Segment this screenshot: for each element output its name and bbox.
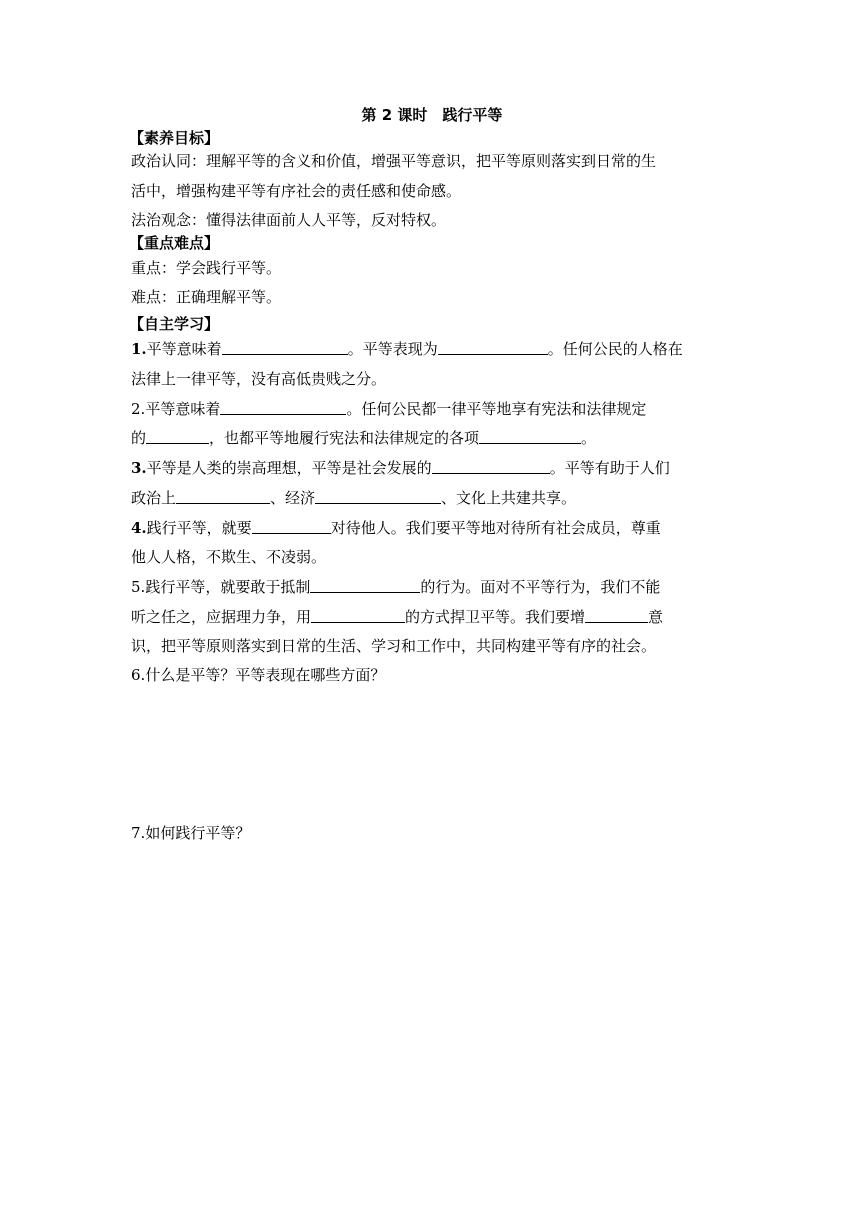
question-5-line-1 — [131, 577, 733, 597]
goal-political-line-1: 政治认同：理解平等的含义和价值，增强平等意识，把平等原则落实到日常的生 — [131, 152, 657, 170]
question-number: 5. — [131, 578, 146, 596]
question-text: 的 — [131, 429, 147, 447]
question-text: 对待他人。我们要平等地对待所有社会成员，尊重 — [330, 519, 661, 537]
question-text: 如何践行平等？ — [145, 824, 251, 842]
question-number: 1. — [131, 340, 147, 358]
question-4-line-1 — [131, 518, 733, 538]
answer-area-7[interactable] — [131, 848, 733, 1048]
fill-blank[interactable] — [146, 428, 209, 444]
question-2-line-1 — [131, 399, 733, 419]
question-number: 4. — [131, 519, 147, 537]
fill-blank[interactable] — [252, 518, 331, 534]
fill-blank[interactable] — [479, 428, 581, 444]
question-3-line-2 — [131, 488, 733, 508]
question-text: 。 — [581, 429, 597, 447]
question-1-line-1 — [131, 339, 733, 359]
question-text: 的行为。面对不平等行为，我们不能 — [420, 578, 661, 596]
question-text: 的方式捍卫平等。我们要增 — [405, 608, 586, 626]
question-text: 践行平等，就要 — [146, 519, 252, 537]
question-text: 。任何公民都一律平等地享有宪法和法律规定 — [346, 400, 647, 418]
question-text: ，也都平等地履行宪法和法律规定的各项 — [209, 429, 480, 447]
fill-blank[interactable] — [310, 577, 420, 593]
question-number: 6. — [131, 666, 146, 684]
question-1-line-2: 法律上一律平等，没有高低贵贱之分。 — [131, 370, 387, 388]
fill-blank[interactable] — [220, 399, 346, 415]
question-text: 平等意味着 — [146, 340, 222, 358]
section-heading-goals: 【素养目标】 — [129, 129, 220, 147]
question-4-line-2: 他人人格，不欺生、不凌弱。 — [131, 548, 327, 566]
question-7 — [131, 823, 733, 843]
question-number: 2. — [131, 400, 146, 418]
question-text: 意 — [648, 608, 664, 626]
fill-blank[interactable] — [585, 607, 648, 623]
fill-blank[interactable] — [315, 488, 441, 504]
fill-blank[interactable] — [222, 339, 348, 355]
question-5-line-2 — [131, 607, 733, 627]
question-text: 践行平等，就要敢于抵制 — [145, 578, 311, 596]
question-number: 3. — [131, 459, 147, 477]
fill-blank[interactable] — [438, 339, 548, 355]
section-heading-study: 【自主学习】 — [129, 315, 220, 333]
question-text: 什么是平等？平等表现在哪些方面？ — [145, 666, 386, 684]
key-difficulty: 难点：正确理解平等。 — [131, 288, 282, 306]
question-6 — [131, 665, 733, 685]
question-2-line-2 — [131, 428, 733, 448]
question-text: 。任何公民的人格在 — [547, 340, 683, 358]
question-text: 、经济 — [270, 489, 316, 507]
page-title: 第 2 课时 践行平等 — [361, 106, 503, 124]
question-text: 听之任之，应据理力争，用 — [131, 608, 312, 626]
question-text: 、文化上共建共享。 — [441, 489, 577, 507]
question-number: 7. — [131, 824, 146, 842]
goal-political-line-2: 活中，增强构建平等有序社会的责任感和使命感。 — [131, 182, 462, 200]
question-text: 。平等有助于人们 — [549, 459, 670, 477]
fill-blank[interactable] — [311, 607, 405, 623]
answer-area-6[interactable] — [131, 690, 733, 820]
section-heading-key: 【重点难点】 — [129, 234, 220, 252]
question-text: 平等是人类的崇高理想，平等是社会发展的 — [146, 459, 432, 477]
key-focus: 重点：学会践行平等。 — [131, 259, 282, 277]
question-5-line-3: 识，把平等原则落实到日常的生活、学习和工作中，共同构建平等有序的社会。 — [131, 637, 657, 655]
question-text: 政治上 — [131, 489, 177, 507]
question-3-line-1 — [131, 458, 733, 478]
question-text: 平等意味着 — [145, 400, 221, 418]
fill-blank[interactable] — [432, 458, 550, 474]
fill-blank[interactable] — [176, 488, 270, 504]
goal-law: 法治观念：懂得法律面前人人平等，反对特权。 — [131, 211, 447, 229]
question-text: 。平等表现为 — [347, 340, 438, 358]
